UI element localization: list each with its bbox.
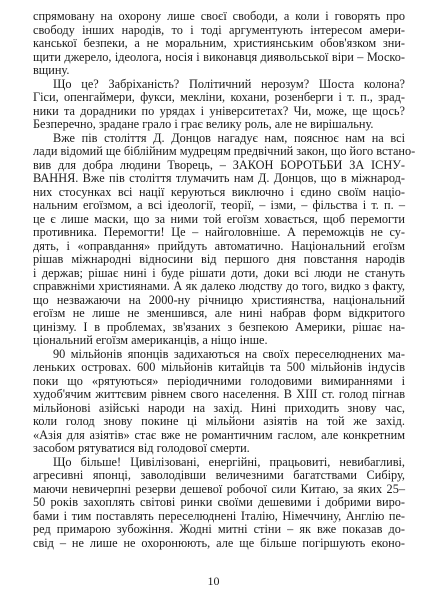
text-line: егоїзм не лише не зменшився, але нині набрав форм відкритого [33,306,405,320]
text-line: канської безпеки, а не моральним, християнським обов'язком зни- [33,36,405,50]
text-line: ники та дорадники по урядах і університетах? Чи, може, ще щось? [33,103,405,118]
text-line: 90 мільйонів японців задихаються на своїх переселюднених ма- [53,346,405,361]
page-number: 10 [207,574,220,588]
text-line: коли голод знову покине ці мільйони азіятів на той же захід. [33,414,405,428]
text-line: лади відомий ще біблійним мудрецям предвічний закон, що його встано- [33,144,416,158]
paragraph [33,348,405,456]
text-line: це є лише маски, що за ними той егоїзм ховається, щоб перемогти [33,211,405,226]
paragraph [33,456,405,551]
text-line: свід – не лише не охоронюють, але ще більше погіршують еконо- [33,535,405,550]
paragraph [33,10,405,78]
text-line: і держав; рішає нині і буде рішати доти, доки всі люди не стануть [33,265,405,280]
text-line: ціональний егоїзм американців, а ніщо інше. [33,333,268,347]
text-line: Безперечно, зрадане грало і грає велику роль, але не вирішальну. [33,117,374,131]
text-line: ВАННЯ. Вже пів століття тлумачить нам Д. Донцов, що в міжнарод- [33,171,405,185]
text-line: Що більше! Цивілізовані, енергійні, працьовиті, невибагливі, [53,454,405,469]
paragraph [33,130,416,348]
text-line: мільйонові азійські народи на захід. Нині приходить знову час, [33,400,405,415]
document-page [33,9,416,550]
text-line: цинізму. І в проблемах, зв'язаних з безпекою Америки, рішає на- [33,319,405,334]
text-line: них стосунках всі нації керуються виключно і єдино своїм націо- [33,184,405,199]
text-line: нальним егоїзмом, а всі ідеології, теорії, – ізми, – фільства і т. п. – [33,198,405,212]
text-line: поки що «рятуються» періодичними голодовими вимираннями і [33,373,405,388]
text-line: ред примарою зубожіння. Жодні митні стіни – як вже показав до- [33,522,405,536]
text-line: противника. Перемогти! Це – найголовніше. А переможців не су- [33,225,405,239]
text-line: леньких островах. 600 мільйонів китайців та 500 мільйонів індусів [33,360,405,374]
text-line: вив для добра людини Творець, – ЗАКОН БОРОТЬБИ ЗА ІСНУ- [33,157,405,172]
text-line: Гіси, опенгаймери, фукси, мекліни, кохани, розенберги і т. п., зрад- [33,90,405,104]
text-line: худоб'ячим життєвим рівнем свого населення. В XIII ст. голод пігнав [33,387,405,401]
text-line: бами і тим поставлять переселюднені Італію, Німеччину, Англію пе- [33,508,405,523]
text-line: «Азія для азіятів» стає вже не романтичним гаслом, але конкретним [33,427,405,442]
text-line: маючи невичерпні резерви дешевої робочої сили Китаю, за яких 25– [33,481,405,496]
text-line: Вже пів століття Д. Донцов нагадує нам, пояснює нам на всі [53,130,405,145]
text-line: вщину. [33,63,70,77]
text-line: дять, і «оправдання» прийдуть автоматично. Національний егоїзм [33,238,405,253]
text-line: що незважаючи на 2000-ну річницю християнства, національний [33,292,405,307]
text-line: засобом рятуватися від голодової смерти. [33,441,250,455]
text-line: агресивні японці, заволодівши величезними багатствами Сибіру, [33,468,405,482]
text-line: 50 років захоплять світові ринки своїми дешевими і добрими виро- [33,495,405,509]
text-line: спрямовану на охорону лише своєї свободи, а коли і говорять про [33,9,405,23]
text-line: справжніми християнами. А як далеко людству до того, видко з факту, [33,279,405,293]
text-line: щити джерело, ідеолога, носія і виконавця диявольської віри – Моско- [33,49,405,64]
text-line: свободу інших народів, то і тоді аргументують інтересом амери- [33,22,405,37]
text-line: Що це? Забріханість? Політичний нерозум? Шоста колона? [53,76,405,91]
paragraph [33,78,405,132]
text-line: рішав міжнародні відносини від першого дня повстання народів [33,252,405,266]
